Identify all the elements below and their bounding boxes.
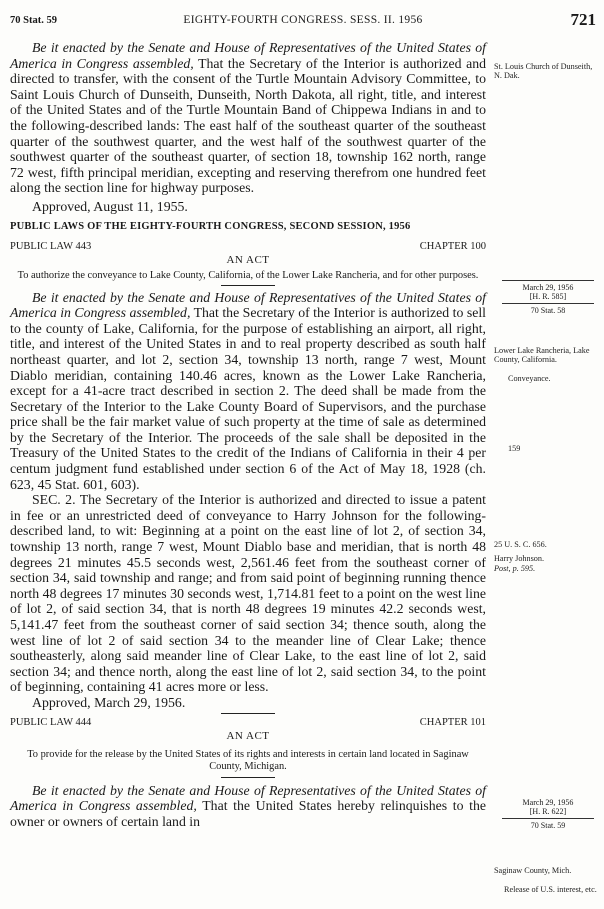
header-stat-cite: 70 Stat. 59 [10, 15, 57, 26]
margin-rule [502, 280, 594, 281]
running-header [10, 12, 596, 30]
margin-note-harry-johnson: Harry Johnson. [494, 554, 545, 563]
margin-note-saginaw: Saginaw County, Mich. [494, 866, 572, 875]
margin-note-mark: 159 [508, 444, 521, 453]
main-text [10, 40, 486, 829]
margin-note-release: Release of U.S. interest, etc. [504, 885, 597, 894]
margin-stat: 70 Stat. 58 [530, 306, 566, 316]
margin-rule [502, 818, 594, 819]
approved-line: Approved, August 11, 1955. [32, 198, 188, 214]
public-law-number: PUBLIC LAW 444 [10, 716, 92, 728]
margin-bill-number: [H. R. 585] [529, 292, 567, 302]
divider [221, 713, 275, 714]
margin-bill-number: [H. R. 622] [529, 807, 567, 817]
block1-text: That the Secretary of the Interior is authorized and directed to transfer, with the consent of the Turtle Mountain Advisory Committee, to Saint Louis Church of Dunseith, Dunseith, North Dakota, all right, title, and interest of the United States and of the Turtle Mountain Band of Chippewa Indians in and to the following-described lands: The east half of the southeast quarter of the southeast quarter of the southwest quarter, and the west half of the southwest quarter of the southwest quarter of the southeast quarter, of section 18, township 162 north, range 72 west, fifth principal meridian, excepting and reserving therefrom one hundred feet along the section line for highway purposes. [10, 55, 486, 196]
margin-box-law-444 [496, 798, 600, 831]
margin-stat: 70 Stat. 59 [530, 821, 566, 831]
law-443-heading [10, 241, 486, 254]
enacting-clause: Be it enacted by the Senate and House of Representatives of the United States of America in Congress assembled, [10, 782, 486, 814]
margin-date: March 29, 1956 [522, 283, 574, 292]
header-congress-session: EIGHTY-FOURTH CONGRESS. SESS. II. 1956 [183, 14, 423, 26]
approved-line: Approved, March 29, 1956. [32, 694, 186, 710]
margin-note-conveyance: Conveyance. [508, 374, 551, 383]
divider [221, 285, 275, 286]
an-act-title: AN ACT [226, 729, 270, 742]
public-law-number: PUBLIC LAW 443 [10, 240, 92, 252]
law-444-text: That the United States hereby relinquishes to the owner or owners of certain land in [10, 798, 486, 829]
margin-note-usc: 25 U. S. C. 656. [494, 540, 547, 549]
law-443-text: That the Secretary of the Interior is authorized to sell to the county of Lake, California, for the purpose of establishing an airport, all right, title, and interest of the United States in and to real property described as south half northeast quarter, and lot 2, section 34, township 13 north, range 7 west, Mount Diablo meridian, containing 140.46 acres, known as the Lower Lake Rancheria, except for a 41-acre tract described in section 2. The deed shall be made from the Secretary of the Interior to the Lake County Board of Supervisors, and the purchase price shall be the fair market value of such property at the time of sale as determined by the Secretary of the Interior. The proceeds of the sale shall be deposited in the Treasury of the United States to the credit of the Indians of California in their 4 per centum judgment fund established under section 6 of the Act of May 18, 1928 (ch. 623, 45 Stat. 601, 603). [10, 305, 486, 492]
margin-note-post: Post, p. 595. [494, 564, 536, 573]
margin-note-church: St. Louis Church of Dunseith, N. Dak. [494, 62, 593, 81]
divider [221, 777, 275, 778]
chapter-number: CHAPTER 101 [419, 716, 486, 728]
section-2-paragraph: SEC. 2. The Secretary of the Interior is authorized and directed to issue a patent in fee or an unrestricted deed of conveyance to Harry Johnson for the following-described land, to wit: Beginning at a point on the east line of lot 2, of section 34, township 13 north, range 7 west, Mount Diablo base and meridian, that is north 48 degrees 21 minutes 45.5 seconds west, 2,561.46 feet from the southeast corner of section 34, said township and range; and from said point of beginning running thence north 48 degrees 17 minutes 30 seconds west, 1,714.81 feet to a point on the west line of lot 2, of said section 34, that is north 48 degrees 19 minutes 42.2 seconds west, 5,141.47 feet from the southeast corner of said section 34; thence south, along the west line of lot 2 of said section 34 to the meander line of Clear Lake; thence southeasterly, along said meander line of Clear Lake, to the east line of lot 2, said section 34; and thence north, along the east line of lot 2, said section 34, to the point of beginning, containing 41 acres more or less. [10, 492, 486, 695]
enacting-clause: Be it enacted by the Senate and House of Representatives of the United States of America in Congress assembled, [10, 40, 486, 71]
enacting-clause: Be it enacted by the Senate and House of Representatives of the United States of America in Congress assembled, [10, 289, 486, 321]
act-purpose: To provide for the release by the United States of its rights and interests in certain land located in Saginaw County, Michigan. [27, 748, 469, 772]
section-heading: PUBLIC LAWS OF THE EIGHTY-FOURTH CONGRESS, SECOND SESSION, 1956 [10, 220, 411, 232]
law-444-heading [10, 717, 486, 730]
margin-date: March 29, 1956 [522, 798, 574, 807]
chapter-number: CHAPTER 100 [419, 240, 486, 252]
block1-paragraph [10, 40, 486, 196]
an-act-title: AN ACT [226, 253, 270, 266]
margin-note-lower-lake: Lower Lake Rancheria, Lake County, California. [494, 346, 590, 365]
margin-rule [502, 303, 594, 304]
margin-box-law-443 [496, 280, 600, 316]
law-443-paragraph [10, 290, 486, 493]
law-444-paragraph [10, 783, 486, 830]
act-purpose: To authorize the conveyance to Lake County, California, of the Lower Lake Rancheria, and for other purposes. [17, 269, 479, 281]
page-number: 721 [570, 10, 596, 29]
